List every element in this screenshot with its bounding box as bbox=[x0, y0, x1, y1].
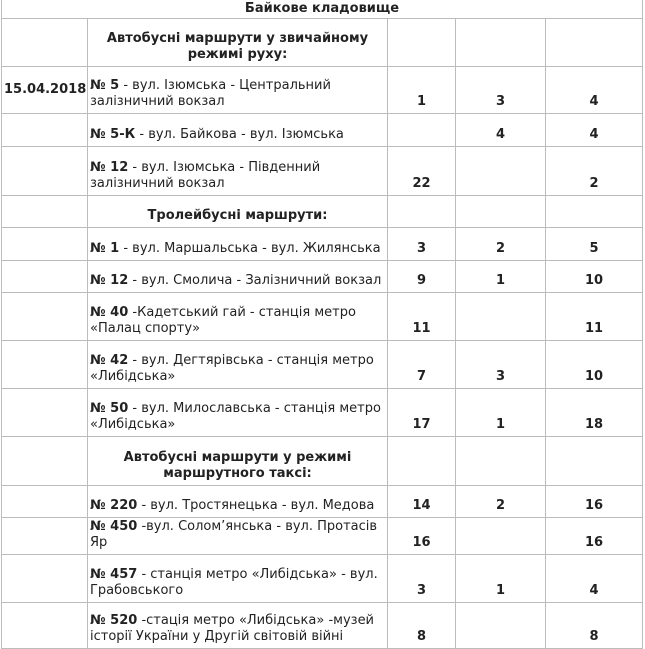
value-cell bbox=[388, 114, 456, 147]
date-cell bbox=[2, 19, 88, 67]
value-cell: 18 bbox=[546, 389, 643, 437]
value-cell: 8 bbox=[546, 603, 643, 649]
route-number: № 457 bbox=[90, 567, 138, 582]
table-row bbox=[2, 67, 643, 114]
route-number: № 520 bbox=[90, 613, 138, 628]
route-number: № 450 bbox=[90, 519, 138, 534]
value-cell: 17 bbox=[388, 389, 456, 437]
value-cell: 3 bbox=[388, 228, 456, 261]
table-row bbox=[2, 486, 643, 518]
table-row bbox=[2, 341, 643, 389]
date-cell bbox=[2, 114, 88, 147]
value-cell: 3 bbox=[456, 67, 546, 114]
value-cell bbox=[456, 147, 546, 196]
route-description bbox=[88, 228, 388, 261]
route-description bbox=[88, 293, 388, 341]
route-path: -вул. Солом’янська - вул. Протасів Яр bbox=[90, 519, 378, 550]
route-description bbox=[88, 147, 388, 196]
value-cell: 16 bbox=[388, 518, 456, 555]
date-cell bbox=[2, 603, 88, 649]
route-description bbox=[88, 486, 388, 518]
route-number: № 12 bbox=[90, 273, 129, 288]
schedule-table bbox=[1, 0, 643, 649]
value-cell bbox=[546, 437, 643, 486]
table-row bbox=[2, 228, 643, 261]
route-path: - вул. Ізюмська - Центральний залізничний вокзал bbox=[90, 78, 331, 109]
value-cell: 3 bbox=[456, 341, 546, 389]
value-cell bbox=[388, 19, 456, 67]
value-cell bbox=[456, 603, 546, 649]
date-cell bbox=[2, 518, 88, 555]
route-path: - вул. Смолича - Залізничний вокзал bbox=[128, 273, 382, 288]
route-number: № 40 bbox=[90, 305, 129, 320]
value-cell: 4 bbox=[546, 114, 643, 147]
route-number: № 220 bbox=[90, 498, 138, 513]
value-cell: 22 bbox=[388, 147, 456, 196]
route-description bbox=[88, 261, 388, 293]
route-path: - вул. Ізюмська - Південний залізничний вокзал bbox=[90, 160, 321, 191]
route-path: - вул. Милославська - станція метро «Либідська» bbox=[90, 401, 381, 432]
section-header: Автобусні маршрути у звичайному режимі руху: bbox=[88, 19, 388, 67]
table-title: Байкове кладовище bbox=[2, 0, 643, 19]
value-cell: 2 bbox=[456, 228, 546, 261]
value-cell: 1 bbox=[456, 555, 546, 603]
table-row bbox=[2, 555, 643, 603]
value-cell bbox=[456, 518, 546, 555]
table-row bbox=[2, 261, 643, 293]
route-description bbox=[88, 555, 388, 603]
table-row bbox=[2, 518, 643, 555]
route-path: -стація метро «Либідська» -музей історії України у Другій світовій війні bbox=[90, 613, 375, 644]
section-row bbox=[2, 196, 643, 228]
value-cell: 10 bbox=[546, 261, 643, 293]
date-cell bbox=[2, 486, 88, 518]
date-cell bbox=[2, 261, 88, 293]
date-cell bbox=[2, 341, 88, 389]
value-cell: 4 bbox=[546, 67, 643, 114]
value-cell bbox=[388, 437, 456, 486]
table-row bbox=[2, 114, 643, 147]
value-cell: 14 bbox=[388, 486, 456, 518]
route-number: № 5 bbox=[90, 78, 120, 93]
value-cell: 7 bbox=[388, 341, 456, 389]
section-row bbox=[2, 437, 643, 486]
table-row bbox=[2, 603, 643, 649]
value-cell bbox=[456, 19, 546, 67]
value-cell: 9 bbox=[388, 261, 456, 293]
value-cell bbox=[456, 293, 546, 341]
value-cell: 11 bbox=[546, 293, 643, 341]
value-cell bbox=[546, 196, 643, 228]
value-cell: 5 bbox=[546, 228, 643, 261]
route-number: № 42 bbox=[90, 353, 129, 368]
value-cell: 1 bbox=[456, 389, 546, 437]
route-description bbox=[88, 341, 388, 389]
date-cell bbox=[2, 555, 88, 603]
value-cell: 3 bbox=[388, 555, 456, 603]
route-description bbox=[88, 603, 388, 649]
route-description bbox=[88, 114, 388, 147]
value-cell: 10 bbox=[546, 341, 643, 389]
value-cell bbox=[456, 437, 546, 486]
date-cell: 15.04.2018 bbox=[2, 67, 88, 114]
value-cell: 2 bbox=[546, 147, 643, 196]
value-cell: 4 bbox=[456, 114, 546, 147]
date-cell bbox=[2, 147, 88, 196]
route-description bbox=[88, 67, 388, 114]
date-cell bbox=[2, 389, 88, 437]
route-number: № 12 bbox=[90, 160, 129, 175]
table-row bbox=[2, 147, 643, 196]
value-cell: 16 bbox=[546, 518, 643, 555]
table-row bbox=[2, 389, 643, 437]
route-description bbox=[88, 518, 388, 555]
route-number: № 1 bbox=[90, 241, 120, 256]
value-cell: 4 bbox=[546, 555, 643, 603]
route-path: - вул. Дегтярівська - станція метро «Либідська» bbox=[90, 353, 374, 384]
route-path: - вул. Тростянецька - вул. Медова bbox=[137, 498, 375, 513]
route-number: № 50 bbox=[90, 401, 129, 416]
value-cell: 2 bbox=[456, 486, 546, 518]
section-row bbox=[2, 19, 643, 67]
value-cell bbox=[546, 19, 643, 67]
table-row bbox=[2, 293, 643, 341]
route-number: № 5-К bbox=[90, 127, 136, 142]
section-header: Тролейбусні маршрути: bbox=[88, 196, 388, 228]
title-row bbox=[2, 0, 643, 19]
value-cell: 16 bbox=[546, 486, 643, 518]
date-cell bbox=[2, 228, 88, 261]
date-cell bbox=[2, 293, 88, 341]
value-cell bbox=[456, 196, 546, 228]
value-cell: 8 bbox=[388, 603, 456, 649]
route-path: - вул. Байкова - вул. Ізюмська bbox=[135, 127, 344, 142]
date-cell bbox=[2, 437, 88, 486]
route-path: - вул. Маршальська - вул. Жилянська bbox=[119, 241, 381, 256]
value-cell bbox=[388, 196, 456, 228]
section-header: Автобусні маршрути у режимі маршрутного таксі: bbox=[88, 437, 388, 486]
value-cell: 1 bbox=[456, 261, 546, 293]
value-cell: 1 bbox=[388, 67, 456, 114]
route-path: -Кадетський гай - станція метро «Палац спорту» bbox=[90, 305, 356, 336]
route-path: - станція метро «Либідська» - вул. Грабовського bbox=[90, 567, 378, 598]
value-cell: 11 bbox=[388, 293, 456, 341]
route-description bbox=[88, 389, 388, 437]
date-cell bbox=[2, 196, 88, 228]
